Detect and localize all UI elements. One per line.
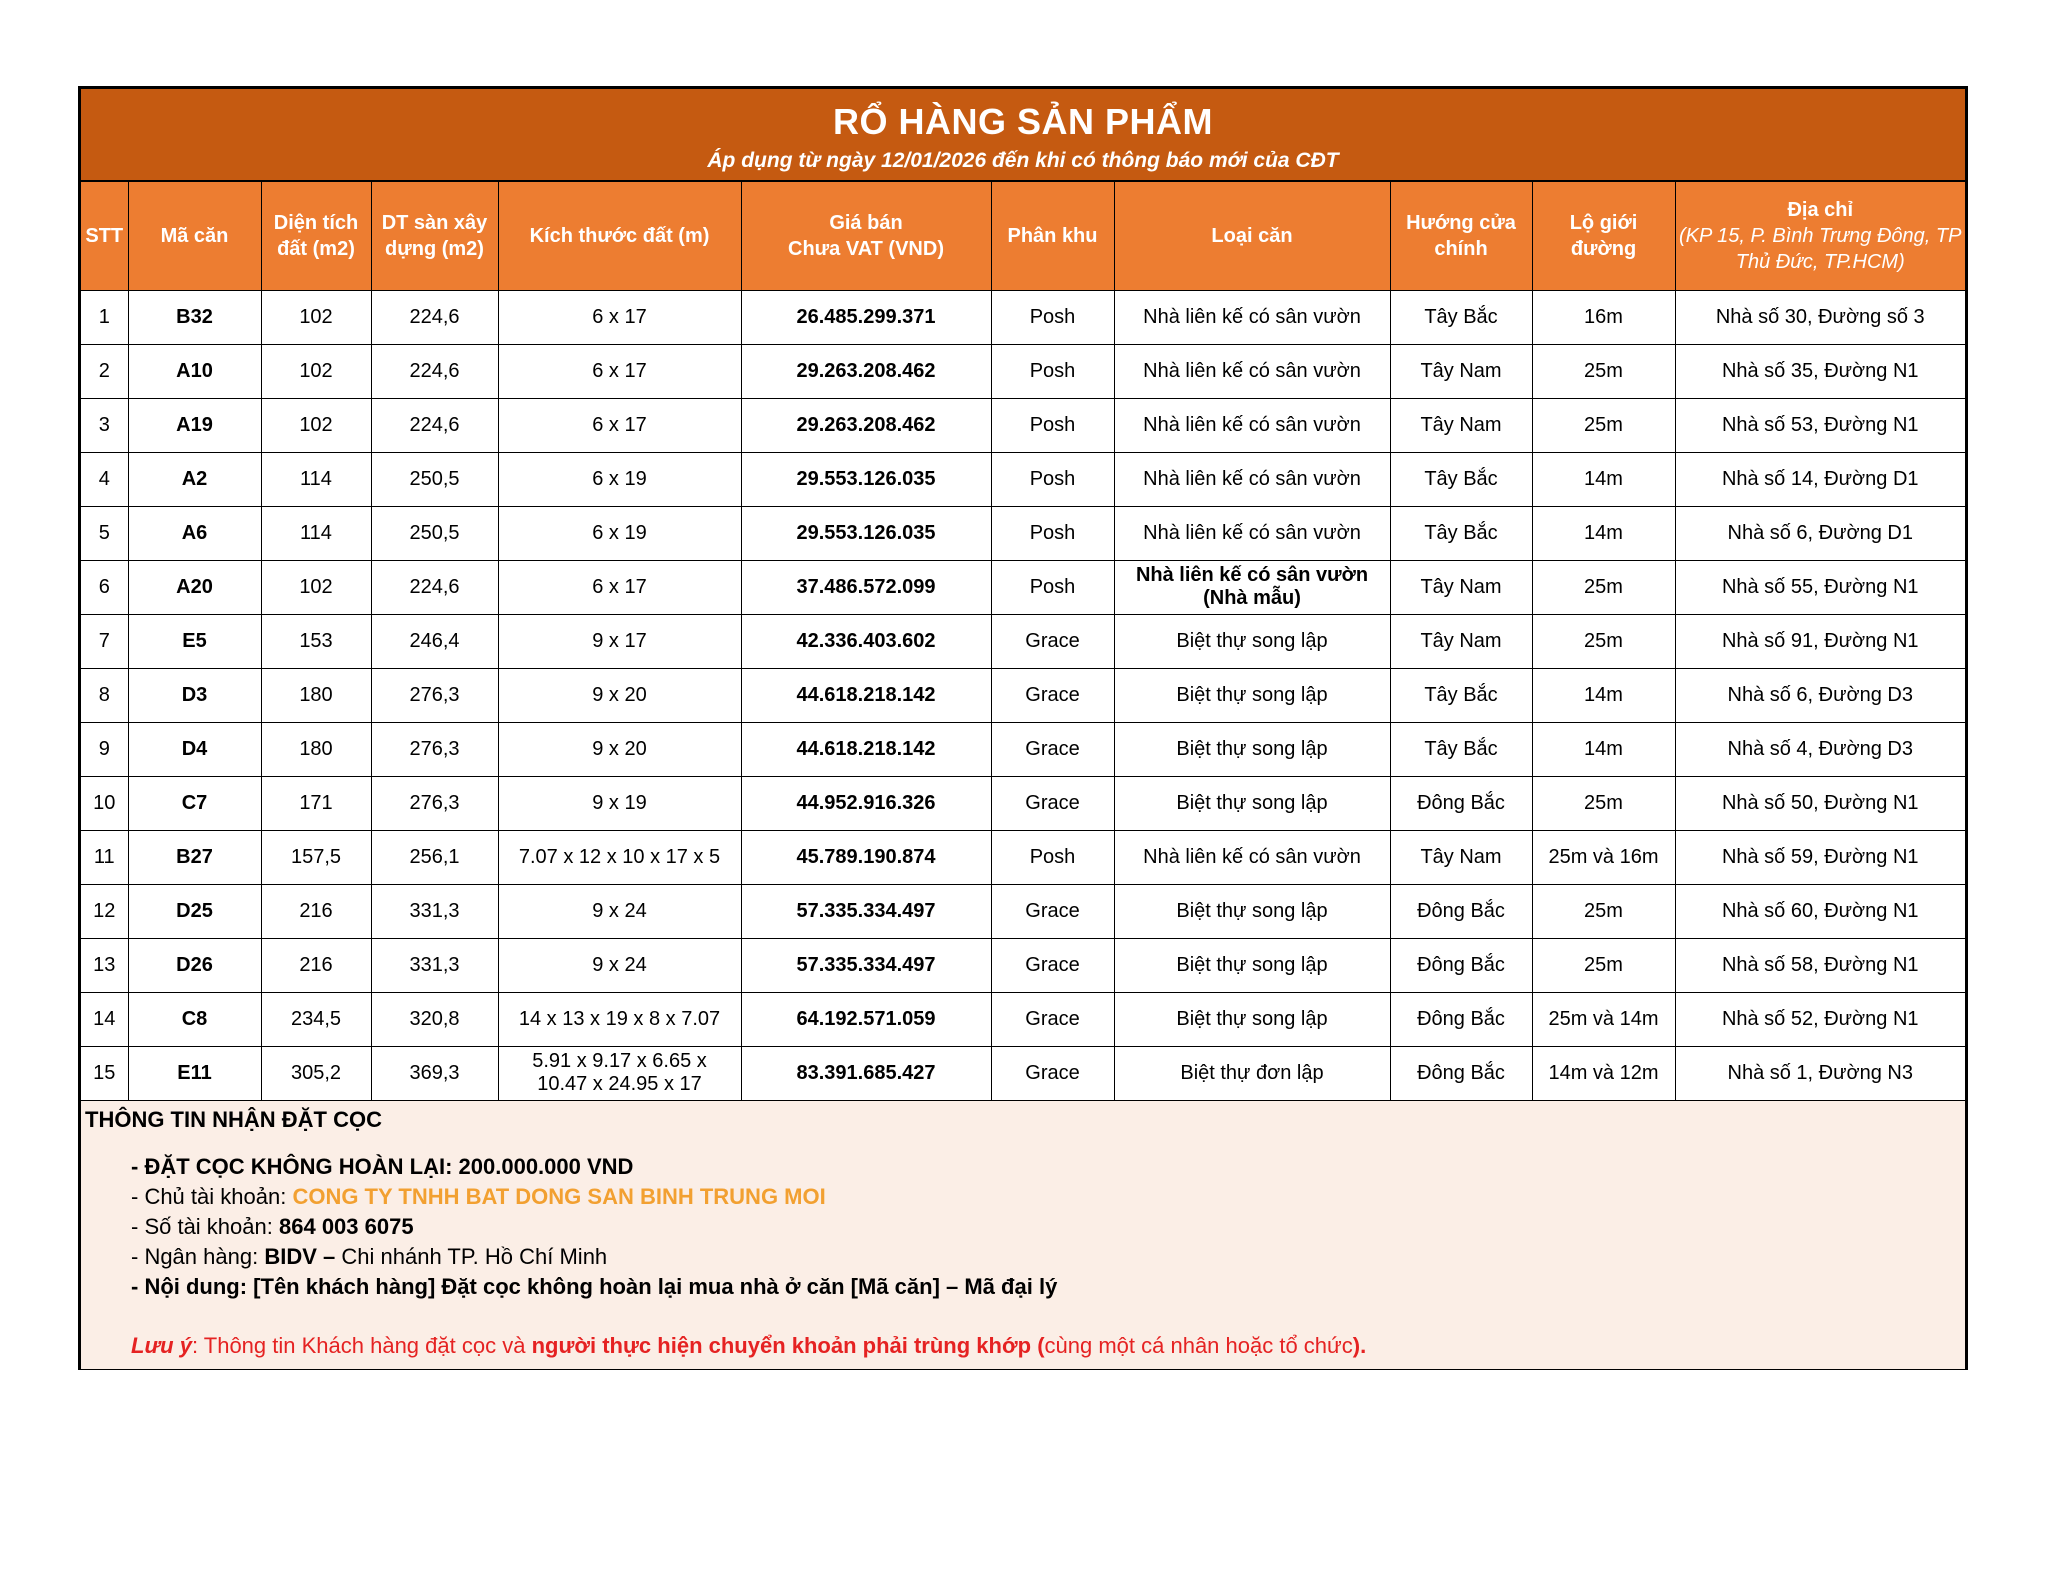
row-road: 14m [1532,722,1675,776]
row-type: Nhà liên kế có sân vườn [1114,830,1390,884]
row-code: A2 [128,452,261,506]
row-code: E11 [128,1046,261,1100]
row-code: D26 [128,938,261,992]
row-floor-area: 320,8 [371,992,498,1046]
row-land-area: 234,5 [261,992,371,1046]
row-stt: 13 [81,938,128,992]
page-title: RỔ HÀNG SẢN PHẨM [832,101,1213,142]
row-land-area: 180 [261,722,371,776]
row-land-area: 305,2 [261,1046,371,1100]
row-road: 25m [1532,560,1675,614]
row-direction: Tây Bắc [1390,452,1532,506]
row-price: 44.952.916.326 [741,776,991,830]
row-direction: Đông Bắc [1390,992,1532,1046]
table-row [81,290,1965,344]
row-price: 57.335.334.497 [741,884,991,938]
table-row [81,884,1965,938]
row-zone: Posh [991,290,1114,344]
row-type: Nhà liên kế có sân vườn [1114,398,1390,452]
row-code: D4 [128,722,261,776]
row-address: Nhà số 14, Đường D1 [1675,452,1965,506]
row-code: A19 [128,398,261,452]
row-land-area: 102 [261,560,371,614]
row-land-area: 216 [261,938,371,992]
row-direction: Tây Bắc [1390,668,1532,722]
row-land-area: 157,5 [261,830,371,884]
row-zone: Posh [991,398,1114,452]
table-header-row [81,182,1965,290]
table-row [81,776,1965,830]
deposit-holder [85,1182,1961,1212]
row-road: 14m [1532,668,1675,722]
row-zone: Grace [991,776,1114,830]
row-land-area: 171 [261,776,371,830]
row-direction: Đông Bắc [1390,776,1532,830]
row-address: Nhà số 35, Đường N1 [1675,344,1965,398]
row-price: 44.618.218.142 [741,722,991,776]
row-code: E5 [128,614,261,668]
note-text2: cùng một cá nhân hoặc tổ chức [1044,1332,1353,1358]
row-land-size: 6 x 19 [498,506,741,560]
row-land-area: 180 [261,668,371,722]
note-close: ). [1352,1332,1367,1358]
row-type-line2: (Nhà mẫu) [1203,587,1301,609]
row-type: Biệt thự song lập [1114,938,1390,992]
row-code: D3 [128,668,261,722]
row-stt: 14 [81,992,128,1046]
col-header-type: Loại căn [1114,182,1390,290]
row-stt: 10 [81,776,128,830]
deposit-amount: - ĐẶT CỌC KHÔNG HOÀN LẠI: 200.000.000 VND [131,1153,634,1179]
row-type: Nhà liên kế có sân vườn [1114,452,1390,506]
table-row [81,344,1965,398]
row-floor-area: 224,6 [371,398,498,452]
row-land-size: 9 x 20 [498,668,741,722]
note-label: Lưu ý [131,1332,192,1358]
row-zone: Grace [991,938,1114,992]
row-road: 25m [1532,938,1675,992]
row-address: Nhà số 52, Đường N1 [1675,992,1965,1046]
row-land-size: 9 x 19 [498,776,741,830]
col-header-price-line2: Chưa VAT (VND) [788,237,944,260]
row-address: Nhà số 59, Đường N1 [1675,830,1965,884]
row-floor-area: 331,3 [371,884,498,938]
page-subtitle: Áp dụng từ ngày 12/01/2026 đến khi có thông báo mới của CĐT [707,149,1339,172]
row-type: Nhà liên kế có sân vườn [1114,506,1390,560]
row-floor-area: 224,6 [371,290,498,344]
deposit-bank-label: - Ngân hàng: [131,1243,259,1269]
row-road: 16m [1532,290,1675,344]
table-row [81,722,1965,776]
row-zone: Grace [991,668,1114,722]
row-land-size: 6 x 19 [498,452,741,506]
col-header-road: Lộ giới đường [1532,182,1675,290]
row-land-area: 216 [261,884,371,938]
table-row [81,1046,1965,1100]
row-floor-area: 331,3 [371,938,498,992]
row-land-area: 102 [261,290,371,344]
row-price: 26.485.299.371 [741,290,991,344]
row-direction: Tây Nam [1390,614,1532,668]
row-land-area: 102 [261,398,371,452]
row-address: Nhà số 1, Đường N3 [1675,1046,1965,1100]
row-zone: Posh [991,452,1114,506]
row-code: A10 [128,344,261,398]
row-direction: Tây Nam [1390,830,1532,884]
col-header-zone: Phân khu [991,182,1114,290]
row-zone: Grace [991,722,1114,776]
row-floor-area: 250,5 [371,452,498,506]
table-row [81,560,1965,614]
row-code: A6 [128,506,261,560]
row-floor-area: 224,6 [371,344,498,398]
row-direction: Tây Nam [1390,344,1532,398]
row-zone: Grace [991,614,1114,668]
row-code: B32 [128,290,261,344]
row-land-area: 114 [261,506,371,560]
row-floor-area: 276,3 [371,668,498,722]
table-row [81,830,1965,884]
table-body [81,290,1965,1100]
row-land-size: 9 x 20 [498,722,741,776]
row-type: Nhà liên kế có sân vườn [1114,290,1390,344]
row-road: 25m và 16m [1532,830,1675,884]
row-land-size [498,1046,741,1100]
row-code: B27 [128,830,261,884]
row-type [1114,560,1390,614]
row-zone: Grace [991,1046,1114,1100]
note-bold: người thực hiện chuyển khoản phải trùng khớp [531,1332,1032,1358]
row-price: 83.391.685.427 [741,1046,991,1100]
row-type: Biệt thự song lập [1114,776,1390,830]
note-text1: : Thông tin Khách hàng đặt cọc và [191,1332,526,1358]
table-row [81,668,1965,722]
deposit-info [81,1101,1965,1369]
table-row [81,614,1965,668]
deposit-bank [85,1242,1961,1272]
row-stt: 8 [81,668,128,722]
row-type: Biệt thự song lập [1114,668,1390,722]
row-land-size: 9 x 24 [498,884,741,938]
row-direction: Đông Bắc [1390,938,1532,992]
row-stt: 1 [81,290,128,344]
row-road: 25m [1532,884,1675,938]
table-row [81,938,1965,992]
row-land-size: 6 x 17 [498,344,741,398]
row-stt: 3 [81,398,128,452]
row-price: 29.263.208.462 [741,398,991,452]
deposit-account [85,1212,1961,1242]
row-type: Biệt thự song lập [1114,884,1390,938]
row-price: 42.336.403.602 [741,614,991,668]
row-address: Nhà số 55, Đường N1 [1675,560,1965,614]
row-road: 25m [1532,776,1675,830]
deposit-title: THÔNG TIN NHẬN ĐẶT CỌC [85,1106,382,1132]
row-land-size: 6 x 17 [498,398,741,452]
row-zone: Posh [991,344,1114,398]
row-road: 25m [1532,614,1675,668]
col-header-address-sub: (KP 15, P. Bình Trưng Đông, TP Thủ Đức, TP.HCM) [1679,224,1962,273]
row-type: Biệt thự đơn lập [1114,1046,1390,1100]
row-address: Nhà số 6, Đường D3 [1675,668,1965,722]
row-direction: Đông Bắc [1390,1046,1532,1100]
row-road: 14m [1532,506,1675,560]
col-header-address-title: Địa chỉ [1787,198,1854,221]
row-land-size: 9 x 17 [498,614,741,668]
row-stt: 6 [81,560,128,614]
row-land-size-line1: 5.91 x 9.17 x 6.65 x [532,1050,707,1072]
row-type: Biệt thự song lập [1114,992,1390,1046]
row-type: Biệt thự song lập [1114,722,1390,776]
table-row [81,506,1965,560]
row-land-size: 6 x 17 [498,560,741,614]
row-zone: Grace [991,992,1114,1046]
table-row [81,992,1965,1046]
row-price: 37.486.572.099 [741,560,991,614]
row-stt: 11 [81,830,128,884]
row-zone: Posh [991,830,1114,884]
note-open: ( [1037,1332,1045,1358]
row-zone: Posh [991,560,1114,614]
deposit-content: - Nội dung: [Tên khách hàng] Đặt cọc không hoàn lại mua nhà ở căn [Mã căn] – Mã đại lý [131,1273,1058,1299]
row-road: 14m và 12m [1532,1046,1675,1100]
row-floor-area: 246,4 [371,614,498,668]
row-price: 64.192.571.059 [741,992,991,1046]
row-direction: Đông Bắc [1390,884,1532,938]
row-stt: 5 [81,506,128,560]
row-land-area: 102 [261,344,371,398]
row-price: 44.618.218.142 [741,668,991,722]
row-price: 29.263.208.462 [741,344,991,398]
col-header-land-size: Kích thước đất (m) [498,182,741,290]
row-address: Nhà số 30, Đường số 3 [1675,290,1965,344]
row-land-area: 114 [261,452,371,506]
col-header-land-area: Diện tích đất (m2) [261,182,371,290]
row-stt: 9 [81,722,128,776]
col-header-stt: STT [81,182,128,290]
row-price: 29.553.126.035 [741,506,991,560]
row-address: Nhà số 4, Đường D3 [1675,722,1965,776]
row-direction: Tây Nam [1390,560,1532,614]
row-address: Nhà số 53, Đường N1 [1675,398,1965,452]
row-direction: Tây Bắc [1390,722,1532,776]
row-land-size: 14 x 13 x 19 x 8 x 7.07 [498,992,741,1046]
row-zone: Posh [991,506,1114,560]
deposit-holder-label: - Chủ tài khoản: [131,1183,287,1209]
row-stt: 7 [81,614,128,668]
col-header-address [1675,182,1965,290]
col-header-code: Mã căn [128,182,261,290]
deposit-note [85,1331,1961,1361]
row-price: 57.335.334.497 [741,938,991,992]
row-direction: Tây Bắc [1390,290,1532,344]
row-road: 25m và 14m [1532,992,1675,1046]
row-land-size: 7.07 x 12 x 10 x 17 x 5 [498,830,741,884]
row-land-size: 6 x 17 [498,290,741,344]
row-type: Nhà liên kế có sân vườn [1114,344,1390,398]
row-road: 14m [1532,452,1675,506]
deposit-bank-branch: Chi nhánh TP. Hồ Chí Minh [341,1243,608,1269]
product-table [81,182,1965,1101]
row-floor-area: 276,3 [371,776,498,830]
row-code: C8 [128,992,261,1046]
table-row [81,398,1965,452]
row-floor-area: 276,3 [371,722,498,776]
row-address: Nhà số 58, Đường N1 [1675,938,1965,992]
row-type: Biệt thự song lập [1114,614,1390,668]
deposit-account-label: - Số tài khoản: [131,1213,273,1239]
row-direction: Tây Nam [1390,398,1532,452]
row-direction: Tây Bắc [1390,506,1532,560]
row-floor-area: 224,6 [371,560,498,614]
row-code: D25 [128,884,261,938]
row-code: C7 [128,776,261,830]
row-land-size-line2: 10.47 x 24.95 x 17 [537,1073,702,1095]
row-price: 29.553.126.035 [741,452,991,506]
col-header-direction: Hướng cửa chính [1390,182,1532,290]
deposit-account-value: 864 003 6075 [279,1213,414,1239]
row-road: 25m [1532,398,1675,452]
deposit-holder-value: CONG TY TNHH BAT DONG SAN BINH TRUNG MOI [292,1183,826,1209]
row-floor-area: 256,1 [371,830,498,884]
row-address: Nhà số 91, Đường N1 [1675,614,1965,668]
table-row [81,452,1965,506]
row-stt: 2 [81,344,128,398]
price-list-sheet [78,86,1968,1370]
col-header-price [741,182,991,290]
row-floor-area: 369,3 [371,1046,498,1100]
row-code: A20 [128,560,261,614]
col-header-price-line1: Giá bán [829,211,903,234]
row-land-area: 153 [261,614,371,668]
row-stt: 15 [81,1046,128,1100]
row-address: Nhà số 60, Đường N1 [1675,884,1965,938]
row-zone: Grace [991,884,1114,938]
row-address: Nhà số 50, Đường N1 [1675,776,1965,830]
row-address: Nhà số 6, Đường D1 [1675,506,1965,560]
col-header-floor-area: DT sàn xây dựng (m2) [371,182,498,290]
row-type-line1: Nhà liên kế có sân vườn [1135,564,1369,586]
row-road: 25m [1532,344,1675,398]
row-floor-area: 250,5 [371,506,498,560]
row-price: 45.789.190.874 [741,830,991,884]
title-band [81,89,1965,182]
row-land-size: 9 x 24 [498,938,741,992]
row-stt: 4 [81,452,128,506]
row-stt: 12 [81,884,128,938]
deposit-bank-value: BIDV – [264,1243,336,1269]
